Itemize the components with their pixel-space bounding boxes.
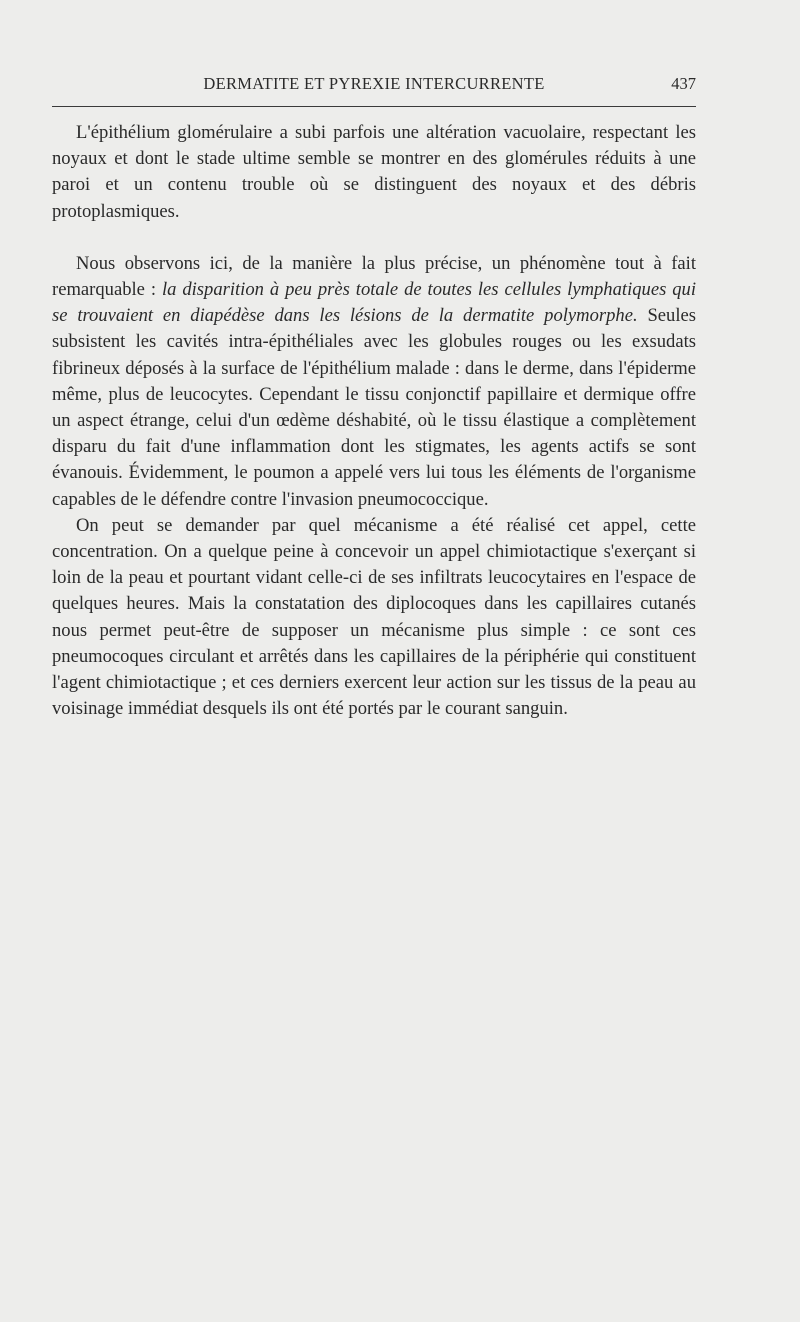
paragraph-leukocyte-disappearance — [52, 251, 696, 513]
running-title: DERMATITE ET PYREXIE INTERCURRENTE — [203, 74, 545, 93]
paragraph-text: Nous observons ici, de la manière la plus précise, un phénomène tout à fait remarquable : — [52, 252, 696, 301]
header-rule — [52, 106, 696, 107]
paragraph-glomerular-epithelium: L'épithélium glomérulaire a subi parfois une altération vacuolaire, respectant les noyaux et dont le stade ultime semble se montrer en des glomérules réduits à une paroi et un contenu trouble où se distinguent des noyaux et des débris protoplasmiques. — [52, 122, 696, 222]
paragraph-chemotactic-mechanism: On peut se demander par quel mécanisme a été réalisé cet appel, cette concentration. On a quelque peine à concevoir un appel chimiotactique s'exerçant si loin de la peau et pourtant vidant celle-ci de ses infiltrats leucocytaires en l'espace de quelques heures. Mais la constatation des diplocoques dans les capillaires cutanés nous permet peut-être de supposer un mécanisme plus simple : ce sont ces pneumocoques circulant et arrêtés dans les capillaires de la périphérie qui constituent l'agent chimiotactique ; et ces derniers exercent leur action sur les tissus de la peau au voisinage immédiat desquels ils ont été portés par le courant sanguin. — [52, 514, 696, 720]
page-number: 437 — [671, 74, 696, 93]
paragraph-text: Seules subsistent les cavités intra-épithéliales avec les globules rouges ou les exsudats fibrineux déposés à la surface de l'épithélium malade : dans le derme, dans l'épiderme même, plus de leucocytes. Cependant le tissu conjonctif papillaire et dermique offre un aspect étrange, celui d'un œdème déshabité, où le tissu élastique a complètement disparu du fait d'une inflammation dont les stigmates, les agents actifs se sont évanouis. Évidemment, le poumon a appelé vers lui tous les éléments de l'organisme capables de le défendre contre l'invasion pneumococcique. — [52, 305, 697, 510]
running-head — [52, 72, 696, 96]
italic-emphasis: la disparition à peu près totale de toutes les cellules lymphatiques qui se trouvaient en diapédèse dans les lésions de la dermatite polymorphe. — [52, 279, 696, 327]
body-text — [52, 120, 696, 722]
